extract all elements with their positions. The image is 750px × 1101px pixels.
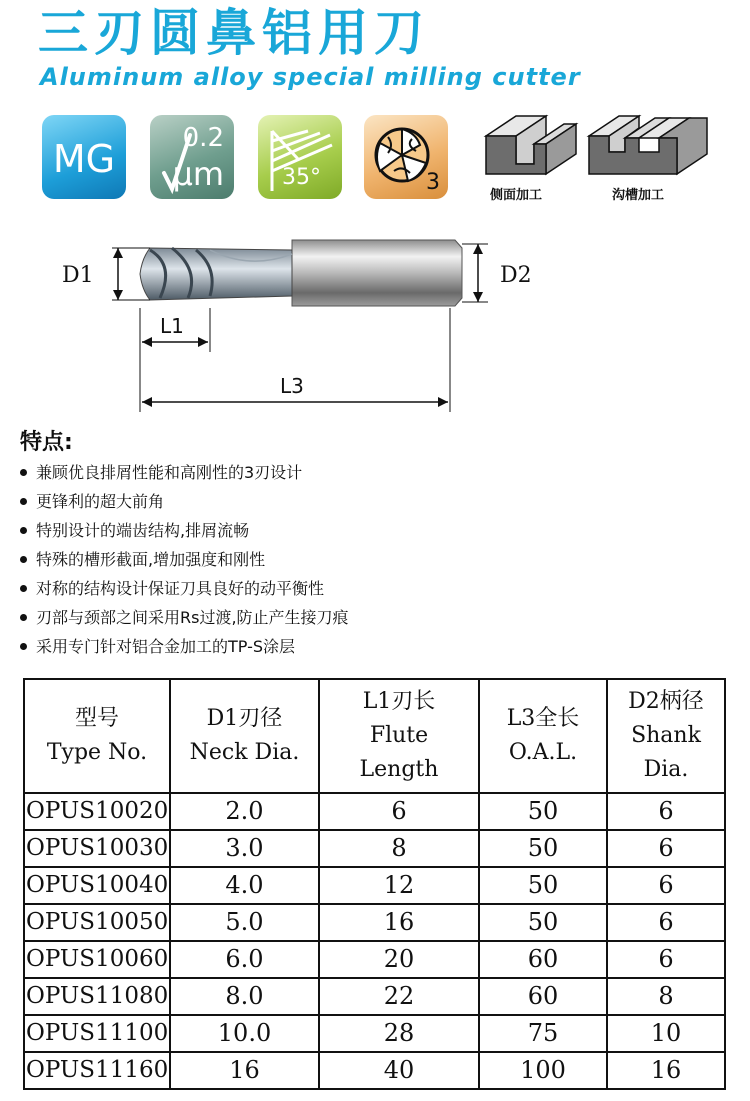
feature-item: 兼顾优良排屑性能和高刚性的3刃设计	[18, 458, 349, 487]
feature-item: 刃部与颈部之间采用Rs过渡,防止产生接刀痕	[18, 603, 349, 632]
d1-label: D1	[62, 263, 94, 288]
l1-label: L1	[160, 314, 184, 338]
table-row: OPUS10040 4.0 12 50 6	[24, 867, 725, 904]
bullet-icon	[20, 527, 27, 534]
surface-roughness-icon	[150, 115, 234, 199]
feature-item: 特别设计的端齿结构,排屑流畅	[18, 516, 349, 545]
roughness-value: 0.2	[182, 123, 224, 153]
bullet-icon	[20, 585, 27, 592]
flute-count-value: 3	[426, 170, 440, 195]
feature-item: 采用专门针对铝合金加工的TP-S涂层	[18, 632, 349, 661]
bullet-icon	[20, 556, 27, 563]
header-flute-length: L1刃长 Flute Length	[319, 679, 479, 793]
feature-item: 对称的结构设计保证刀具良好的动平衡性	[18, 574, 349, 603]
features-title: 特点:	[20, 430, 73, 455]
header-shank-dia: D2柄径 Shank Dia.	[607, 679, 725, 793]
spec-table	[23, 678, 726, 1090]
bullet-icon	[20, 643, 27, 650]
header-neck-dia: D1刃径 Neck Dia.	[170, 679, 319, 793]
mg-label: MG	[52, 137, 116, 181]
helix-angle-icon	[258, 115, 342, 199]
bullet-icon	[20, 614, 27, 621]
table-row: OPUS10060 6.0 20 60 6	[24, 941, 725, 978]
header-oal: L3全长 O.A.L.	[479, 679, 607, 793]
feature-item: 更锋利的超大前角	[18, 487, 349, 516]
side-milling-block-icon	[482, 108, 582, 183]
table-row: OPUS10020 2.0 6 50 6	[24, 793, 725, 830]
bullet-icon	[20, 498, 27, 505]
slot-milling-block-icon	[585, 108, 713, 183]
roughness-unit: µm	[172, 155, 224, 193]
feature-icons-row	[0, 0, 750, 210]
l3-label: L3	[280, 374, 304, 398]
table-row: OPUS11160 16 40 100 16	[24, 1052, 725, 1089]
bullet-icon	[20, 469, 27, 476]
page-subtitle: Aluminum alloy special milling cutter	[40, 63, 581, 91]
d2-label: D2	[500, 263, 532, 288]
page-title: 三刃圆鼻铝用刀	[38, 4, 430, 62]
feature-item: 特殊的槽形截面,增加强度和刚性	[18, 545, 349, 574]
header-type-no: 型号 Type No.	[24, 679, 170, 793]
table-row: OPUS11100 10.0 28 75 10	[24, 1015, 725, 1052]
table-row: OPUS10030 3.0 8 50 6	[24, 830, 725, 867]
features-list	[18, 458, 349, 661]
table-row: OPUS11080 8.0 22 60 8	[24, 978, 725, 1015]
flute-count-icon	[364, 115, 448, 199]
mg-material-icon	[42, 115, 126, 199]
end-mill-illustration	[0, 210, 750, 420]
slot-milling-label: 沟槽加工	[612, 188, 665, 203]
table-row: OPUS10050 5.0 16 50 6	[24, 904, 725, 941]
helix-angle-value: 35°	[282, 165, 321, 190]
table-header-row	[24, 679, 725, 793]
side-milling-label: 侧面加工	[490, 188, 543, 203]
